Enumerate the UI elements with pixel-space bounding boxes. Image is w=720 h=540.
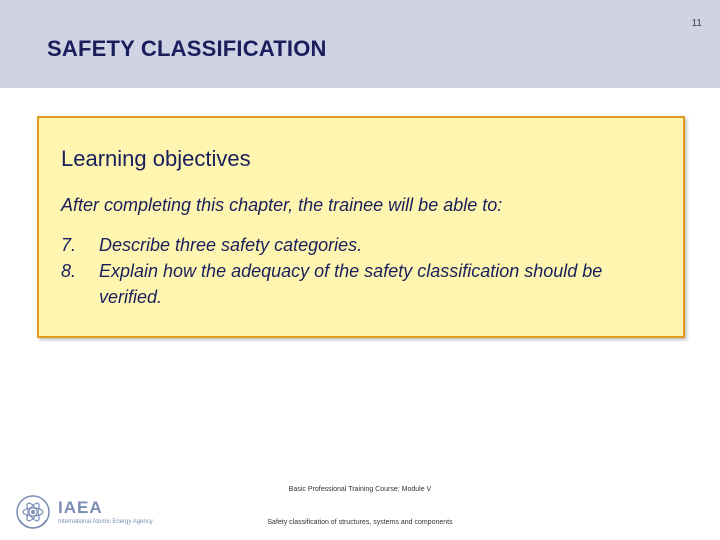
objective-item xyxy=(61,258,661,310)
slide-title: SAFETY CLASSIFICATION xyxy=(47,36,327,61)
objective-number: 7. xyxy=(61,235,77,255)
footer-course: Basic Professional Training Course: Module V xyxy=(288,486,432,493)
objectives-intro: After completing this chapter, the trainee will be able to: xyxy=(61,195,503,215)
objective-number: 8. xyxy=(61,261,77,281)
objective-item xyxy=(61,232,661,258)
objective-text: Explain how the adequacy of the safety classification should be verified. xyxy=(99,261,603,307)
slide-number: 11 xyxy=(691,18,702,29)
objective-text: Describe three safety categories. xyxy=(99,235,363,255)
objectives-heading: Learning objectives xyxy=(61,146,251,171)
logo-subtitle: International Atomic Energy Agency xyxy=(58,519,153,525)
footer-topic: Safety classification of structures, systems and components xyxy=(267,519,453,526)
objectives-list xyxy=(61,232,661,310)
learning-objectives-box xyxy=(37,116,685,338)
logo-wordmark: IAEA xyxy=(58,498,103,517)
